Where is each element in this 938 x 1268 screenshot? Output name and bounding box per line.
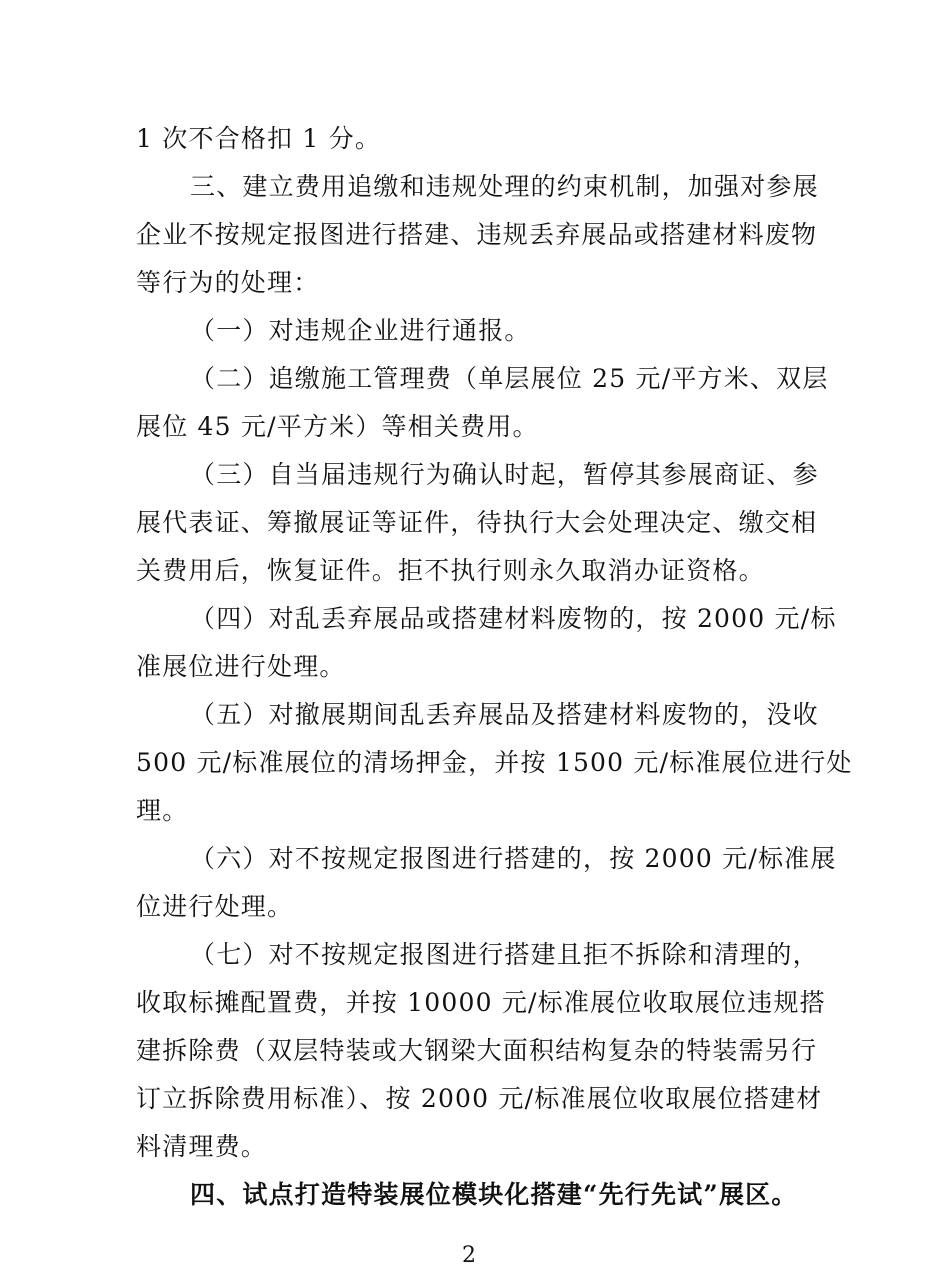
paragraph-line: 料清理费。 [136, 1132, 268, 1161]
paragraph-line: 收取标摊配置费，并按 10000 元/标准展位收取展位违规搭 [136, 988, 826, 1017]
paragraph-line: 企业不按规定报图进行搭建、违规丢弃展品或搭建材料废物 [136, 220, 818, 249]
paragraph-line: 展位 45 元/平方米）等相关费用。 [136, 412, 539, 441]
page-number: 2 [462, 1243, 476, 1268]
paragraph-line: 准展位进行处理。 [136, 652, 346, 681]
section-heading-line: 三、建立费用追缴和违规处理的约束机制，加强对参展 [190, 172, 819, 201]
paragraph-line: 建拆除费（双层特装或大钢梁大面积结构复杂的特装需另行 [136, 1036, 818, 1065]
list-item-line: （一）对违规企业进行通报。 [190, 316, 531, 345]
paragraph-line: 位进行处理。 [136, 892, 294, 921]
paragraph-line: 订立拆除费用标准）、按 2000 元/标准展位收取展位搭建材 [136, 1084, 823, 1113]
paragraph-line: 等行为的处理： [136, 268, 320, 297]
list-item-line: （四）对乱丢弃展品或搭建材料废物的，按 2000 元/标 [190, 604, 837, 633]
list-item-line: （六）对不按规定报图进行搭建的，按 2000 元/标准展 [190, 844, 837, 873]
list-item-line: （五）对撤展期间乱丢弃展品及搭建材料废物的，没收 [190, 700, 819, 729]
list-item-line: （七）对不按规定报图进行搭建且拒不拆除和清理的， [190, 940, 819, 969]
paragraph-line: 展代表证、筹撤展证等证件，待执行大会处理决定、缴交相 [136, 508, 818, 537]
paragraph-line: 500 元/标准展位的清场押金，并按 1500 元/标准展位进行处 [136, 748, 853, 777]
list-item-line: （二）追缴施工管理费（单层展位 25 元/平方米、双层 [190, 364, 829, 393]
section-heading-line: 四、试点打造特装展位模块化搭建“先行先试”展区。 [190, 1180, 798, 1209]
paragraph-line: 1 次不合格扣 1 分。 [136, 124, 382, 153]
paragraph-line: 关费用后，恢复证件。拒不执行则永久取消办证资格。 [136, 556, 765, 585]
list-item-line: （三）自当届违规行为确认时起，暂停其参展商证、参 [190, 460, 819, 489]
paragraph-line: 理。 [136, 796, 189, 825]
